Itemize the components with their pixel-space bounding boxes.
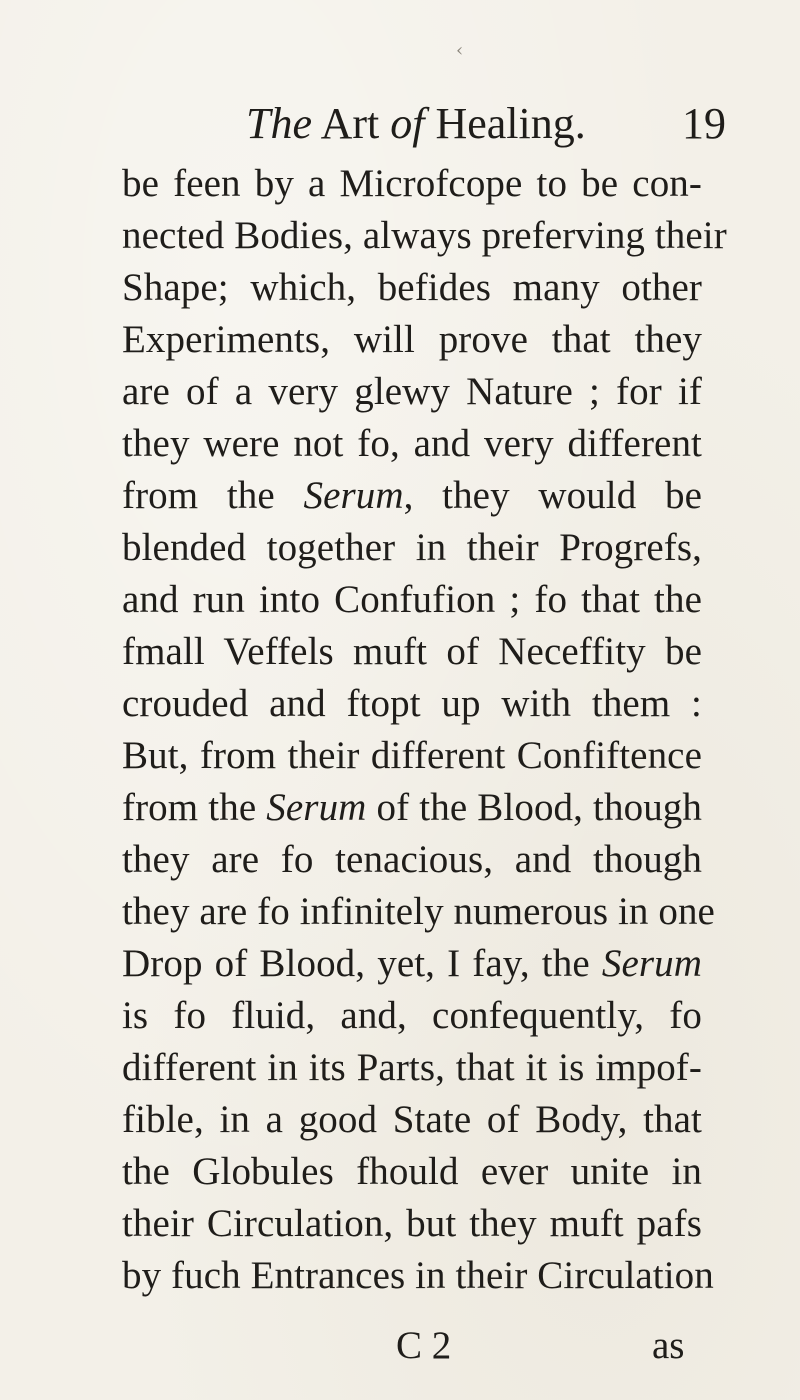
page-number: 19 (682, 99, 726, 148)
running-head-the: The (246, 99, 312, 148)
text-segment: is fo fluid, and, confequently, fo (122, 994, 702, 1037)
text-segment: Shape; which, befides many other (122, 266, 702, 309)
text-line (122, 206, 727, 266)
text-line (122, 1194, 702, 1254)
running-head-healing: Healing. (435, 99, 586, 148)
text-line (122, 310, 702, 370)
italic-word: Serum (266, 786, 367, 829)
running-head (246, 94, 766, 154)
text-segment: they are fo infinitely numerous in one (122, 890, 715, 933)
text-segment: But, from their different Confiftence (122, 734, 702, 777)
text-segment: from the (122, 786, 267, 829)
page-mark: ‹ (456, 40, 464, 61)
text-line (122, 674, 702, 734)
text-line (122, 986, 702, 1046)
text-segment: crouded and ftopt up with them : (122, 682, 702, 725)
signature-mark: C 2 (396, 1324, 452, 1367)
text-segment: fible, in a good State of Body, that (122, 1098, 702, 1141)
text-segment: are of a very glewy Nature ; for if (122, 370, 702, 413)
text-line (122, 362, 702, 422)
italic-word: Serum (303, 474, 404, 517)
text-line (122, 1038, 702, 1098)
catchword: as (652, 1324, 685, 1367)
text-line (122, 882, 715, 942)
text-segment: Drop of Blood, yet, I fay, the (122, 942, 602, 985)
text-line (122, 726, 702, 786)
text-segment: Experiments, will prove that they (122, 318, 702, 361)
text-segment: of the Blood, though (366, 786, 702, 829)
text-segment: their Circulation, but they muft pafs (122, 1202, 702, 1245)
text-segment: they are fo tenacious, and though (122, 838, 702, 881)
text-segment: the Globules fhould ever unite in (122, 1150, 702, 1193)
text-line (122, 778, 702, 838)
text-segment: and run into Confufion ; fo that the (122, 578, 702, 621)
running-head-art: Art (320, 99, 380, 148)
italic-word: Serum (601, 942, 702, 985)
text-segment: from the (122, 474, 304, 517)
text-line (122, 1090, 702, 1150)
running-head-of: of (390, 99, 425, 148)
text-segment: , they would be (403, 474, 702, 517)
text-line (122, 154, 702, 214)
text-segment: they were not fo, and very different (122, 422, 702, 465)
text-line (122, 258, 702, 318)
text-segment: different in its Parts, that it is impof- (122, 1046, 702, 1089)
text-line (122, 518, 702, 578)
text-line (122, 622, 702, 682)
text-segment: nected Bodies, always preferving their (122, 214, 727, 257)
text-line (122, 414, 702, 474)
text-line (122, 1142, 702, 1202)
text-line (122, 466, 702, 526)
text-line (122, 830, 702, 890)
text-segment: by fuch Entrances in their Circulation (122, 1254, 714, 1297)
signature-line (0, 1316, 800, 1376)
text-line (122, 570, 702, 630)
text-line (122, 1246, 714, 1306)
text-segment: fmall Veffels muft of Neceffity be (122, 630, 702, 673)
text-line (122, 934, 702, 994)
text-segment: blended together in their Progrefs, (122, 526, 702, 569)
text-segment: be feen by a Microfcope to be con- (122, 162, 702, 205)
